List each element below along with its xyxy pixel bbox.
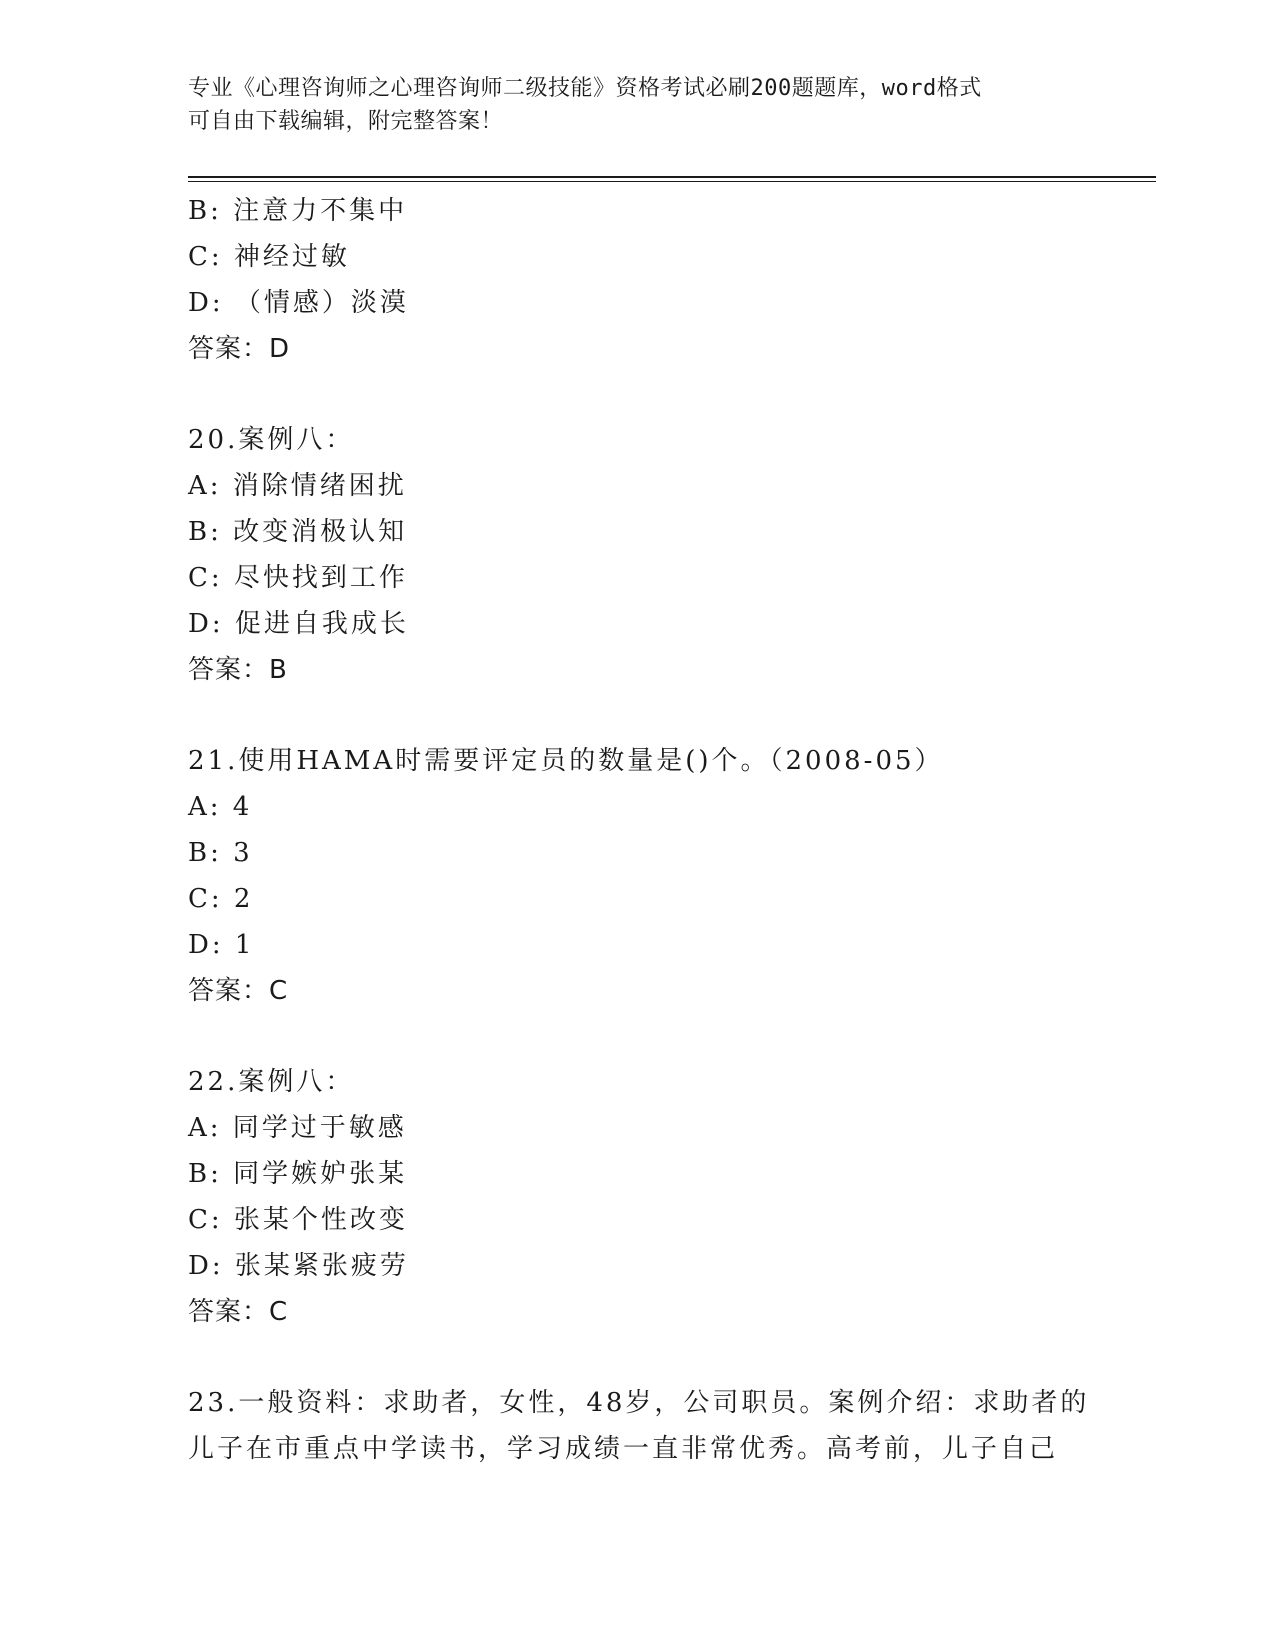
option-c: C: 神经过敏 (188, 242, 350, 272)
question-21 (188, 738, 1128, 1014)
answer: 答案：D (188, 334, 291, 364)
page-header (188, 72, 1108, 138)
option-c: C: 2 (188, 884, 254, 914)
question-stem-line-2: 儿子在市重点中学读书，学习成绩一直非常优秀。高考前，儿子自己 (188, 1434, 1059, 1464)
header-divider-thin (188, 181, 1156, 182)
question-20 (188, 417, 1128, 693)
answer: 答案：C (188, 976, 289, 1006)
option-d: D: 1 (188, 930, 255, 960)
answer: 答案：C (188, 1297, 289, 1327)
option-b: B: 改变消极认知 (188, 517, 408, 547)
header-divider-thick (188, 176, 1156, 178)
question-list (188, 188, 1128, 1472)
option-a: A: 4 (188, 792, 253, 822)
question-stem: 20.案例八： (188, 425, 355, 455)
answer: 答案：B (188, 655, 288, 685)
option-b: B: 注意力不集中 (188, 196, 408, 226)
option-a: A: 消除情绪困扰 (188, 471, 407, 501)
option-d: D: 促进自我成长 (188, 609, 409, 639)
option-b: B: 同学嫉妒张某 (188, 1159, 408, 1189)
question-stem: 22.案例八： (188, 1067, 355, 1097)
question-22 (188, 1059, 1128, 1335)
question-stem: 21.使用HAMA时需要评定员的数量是()个。（2008-05） (188, 746, 944, 776)
option-c: C: 张某个性改变 (188, 1205, 408, 1235)
question-19-tail (188, 188, 1128, 372)
header-line-1: 专业《心理咨询师之心理咨询师二级技能》资格考试必刷200题题库，word格式 (188, 76, 982, 101)
option-b: B: 3 (188, 838, 253, 868)
header-line-2: 可自由下载编辑，附完整答案！ (188, 109, 504, 134)
option-a: A: 同学过于敏感 (188, 1113, 407, 1143)
question-stem-line-1: 23.一般资料：求助者，女性，48岁，公司职员。案例介绍：求助者的 (188, 1388, 1090, 1418)
question-23 (188, 1380, 1128, 1472)
option-d: D: 张某紧张疲劳 (188, 1251, 409, 1281)
option-d: D: （情感）淡漠 (188, 288, 409, 318)
option-c: C: 尽快找到工作 (188, 563, 408, 593)
